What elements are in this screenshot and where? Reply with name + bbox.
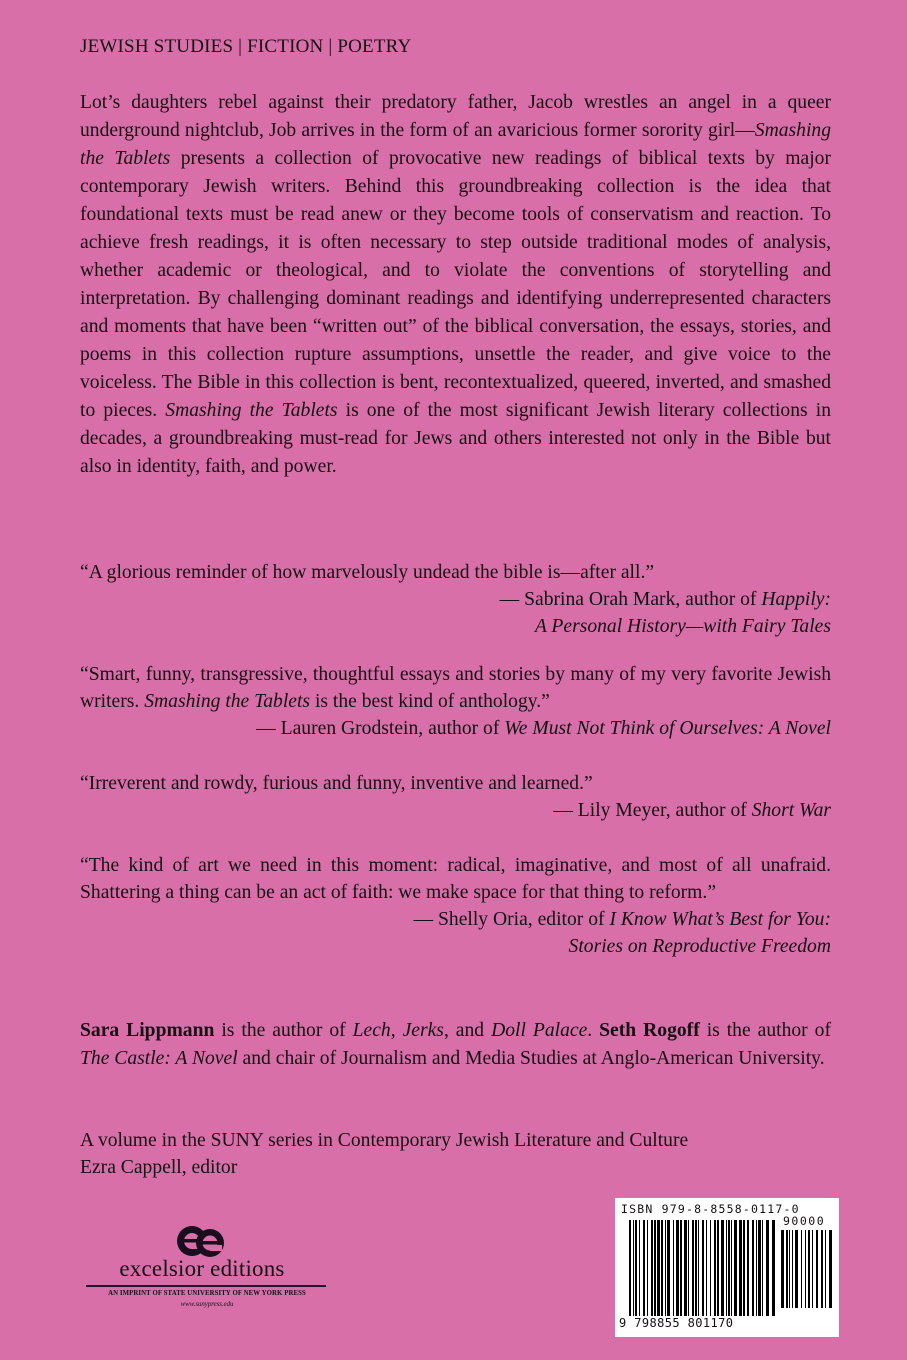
endorsement-attribution: — Sabrina Orah Mark, author of Happily:: [499, 589, 831, 610]
endorsement-grodstein: [80, 661, 831, 742]
endorsement-attribution: — Lauren Grodstein, author of We Must Not Think of Ourselves: A Novel: [256, 718, 831, 739]
endorsement-text: “The kind of art we need in this moment: radical, imaginative, and most of all unafraid. Shattering a thing can be an act of faith: we make space for that thing to reform.”: [80, 855, 831, 903]
publisher-imprint: AN IMPRINT OF STATE UNIVERSITY OF NEW YORK PRESS: [108, 1290, 306, 1297]
publisher-url: www.sunypress.edu: [180, 1301, 234, 1308]
isbn-barcode: [615, 1198, 839, 1337]
endorsement-attribution: — Lily Meyer, author of Short War: [553, 800, 831, 821]
series-editor: Ezra Cappell, editor: [80, 1157, 238, 1178]
blurb-text: Lot’s daughters rebel against their predatory father, Jacob wrestles an angel in a queer underground nightclub, Job arrives in the form of an avaricious former sorority girl—: [80, 92, 831, 141]
editor-name: Seth Rogoff: [599, 1020, 700, 1041]
endorsement-text: “Smart, funny, transgressive, thoughtful essays and stories by many of my very favorite Jewish writers. Smashing the Tablets is the best kind of anthology.”: [80, 664, 831, 712]
blurb-text: presents a collection of provocative new readings of biblical texts by major contemporary Jewish writers. Behind this groundbreaking collection is the idea that foundational texts must be read anew or they become tools of conservatism and reaction. To achieve fresh readings, it is often necessary to step outside traditional modes of analysis, whether academic or theological, and to violate the conventions of storytelling and interpretation. By challenging dominant readings and identifying underrepresented characters and moments that have been “written out” of the biblical conversation, the essays, stories, and poems in this collection rupture assumptions, unsettle the reader, and give voice to the voiceless. The Bible in this collection is bent, recontextualized, queered, inverted, and smashed to pieces.: [80, 148, 832, 421]
editor-bios: Sara Lippmann is the author of Lech, Jerks, and Doll Palace. Seth Rogoff is the author of The Castle: A Novel and chair of Journalism and Media Studies at Anglo-American University.: [80, 1020, 831, 1069]
logo-divider: [86, 1285, 326, 1287]
endorsement-attribution-line2: Stories on Reproductive Freedom: [568, 936, 831, 957]
blurb-paragraph: [80, 89, 831, 481]
barcode-digits: 9 798855 801170: [619, 1316, 734, 1330]
book-title: Smashing the Tablets: [80, 120, 831, 169]
endorsement-attribution-line2: A Personal History—with Fairy Tales: [534, 616, 831, 637]
endorsement-text: “Irreverent and rowdy, furious and funny, inventive and learned.”: [80, 773, 593, 794]
series-note: [80, 1127, 831, 1181]
isbn-label: ISBN 979-8-8558-0117-0: [621, 1202, 800, 1216]
endorsement-meyer: [80, 770, 831, 824]
blurb-text: is one of the most significant Jewish literary collections in decades, a groundbreaking must-read for Jews and others interested not only in the Bible but also in identity, faith, and power.: [80, 400, 831, 477]
publisher-logo: [82, 1220, 332, 1315]
book-title: Smashing the Tablets: [165, 400, 338, 421]
price-code: 90000: [783, 1214, 826, 1228]
endorsement-attribution: — Shelly Oria, editor of I Know What’s Best for You:: [413, 909, 831, 930]
editor-name: Sara Lippmann: [80, 1020, 215, 1041]
excelsior-logo-icon: [172, 1220, 228, 1260]
series-line: A volume in the SUNY series in Contemporary Jewish Literature and Culture: [80, 1130, 689, 1151]
category-line: JEWISH STUDIES | FICTION | POETRY: [80, 36, 412, 57]
endorsement-mark: [80, 559, 831, 640]
endorsement-text: “A glorious reminder of how marvelously undead the bible is—after all.”: [80, 562, 655, 583]
endorsement-oria: [80, 852, 831, 960]
publisher-name: excelsior editions: [119, 1256, 285, 1281]
